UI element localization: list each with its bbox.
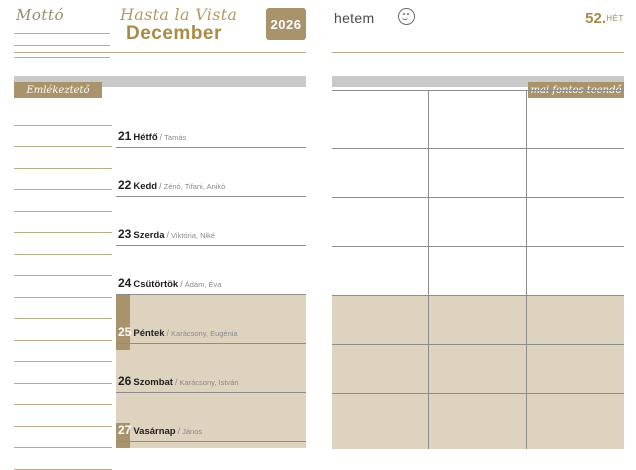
motto-line[interactable] — [14, 22, 110, 34]
day-number: 27 — [118, 423, 132, 437]
day-separator: / — [174, 377, 178, 387]
day-nameday: Tamás — [164, 133, 187, 142]
grid-cell[interactable] — [429, 247, 526, 296]
smiley-face-icon — [398, 8, 415, 25]
day-number: 26 — [118, 374, 132, 388]
note-line[interactable] — [14, 298, 112, 320]
grid-cell[interactable] — [527, 247, 624, 296]
day-separator: / — [166, 230, 170, 240]
week-number: 52. — [585, 10, 606, 27]
note-line[interactable] — [14, 169, 112, 191]
grid-cell[interactable] — [332, 247, 429, 296]
grid-cell[interactable] — [527, 345, 624, 394]
reminder-tab-label: Emlékeztető — [26, 84, 90, 96]
day-nameday: János — [182, 427, 203, 436]
note-line[interactable] — [14, 126, 112, 148]
grid-cell[interactable] — [527, 91, 624, 149]
day-list — [116, 90, 306, 448]
day-row[interactable] — [116, 246, 306, 295]
day-number: 25 — [118, 325, 132, 339]
note-line[interactable] — [14, 233, 112, 255]
day-label — [118, 176, 225, 194]
note-line[interactable] — [14, 104, 112, 126]
day-number: 24 — [118, 276, 132, 290]
day-label — [118, 274, 221, 292]
note-line[interactable] — [14, 255, 112, 277]
todo-tab-label: mai fontos teendő — [530, 84, 622, 96]
motto-line[interactable] — [14, 34, 110, 46]
motto-label: Mottó — [16, 6, 64, 24]
day-row[interactable] — [116, 148, 306, 197]
day-number: 21 — [118, 129, 132, 143]
day-label — [118, 225, 215, 243]
grid-cell[interactable] — [429, 394, 526, 449]
reminder-note-lines[interactable] — [14, 104, 112, 470]
grid-cell[interactable] — [527, 296, 624, 345]
note-line[interactable] — [14, 427, 112, 449]
left-page — [0, 0, 318, 450]
day-weekday: Szombat — [133, 377, 173, 388]
grid-cell[interactable] — [527, 394, 624, 449]
day-label — [118, 323, 238, 341]
note-line[interactable] — [14, 405, 112, 427]
grid-cell[interactable] — [332, 394, 429, 449]
reminder-tab — [14, 82, 102, 98]
day-row[interactable] — [116, 90, 306, 148]
grid-cell[interactable] — [332, 149, 429, 198]
month-title: December — [126, 23, 222, 44]
day-nameday: Viktória, Niké — [171, 231, 216, 240]
grid-cell[interactable] — [429, 198, 526, 247]
day-weekday: Szerda — [133, 230, 165, 241]
day-weekday: Péntek — [133, 328, 165, 339]
day-weekday: Hétfő — [133, 132, 158, 143]
weekly-grid — [332, 90, 624, 448]
day-nameday: Karácsony, Eugénia — [171, 329, 238, 338]
day-number: 23 — [118, 227, 132, 241]
day-row[interactable] — [116, 295, 306, 344]
day-weekday: Csütörtök — [133, 279, 179, 290]
day-nameday: Zénó, Tifani, Anikó — [163, 182, 226, 191]
note-line[interactable] — [14, 384, 112, 406]
grid-cell[interactable] — [429, 91, 526, 149]
day-label — [118, 421, 202, 439]
spread-script-title: Hasta la Vista — [120, 5, 238, 24]
note-line[interactable] — [14, 147, 112, 169]
grid-cell[interactable] — [332, 198, 429, 247]
grid-cell[interactable] — [527, 149, 624, 198]
day-row[interactable] — [116, 344, 306, 393]
day-separator: / — [177, 426, 181, 436]
left-header-divider — [14, 52, 306, 53]
day-separator: / — [159, 132, 163, 142]
note-line[interactable] — [14, 212, 112, 234]
grid-cell[interactable] — [332, 296, 429, 345]
day-label — [118, 127, 186, 145]
day-separator: / — [180, 279, 183, 289]
grid-cell[interactable] — [429, 296, 526, 345]
week-number-suffix: HÉT — [606, 14, 624, 23]
grid-cell[interactable] — [429, 149, 526, 198]
day-label — [118, 372, 239, 390]
day-separator: / — [159, 181, 162, 191]
day-number: 22 — [118, 178, 132, 192]
note-line[interactable] — [14, 190, 112, 212]
day-nameday: Karácsony, István — [179, 378, 239, 387]
grid-cell[interactable] — [429, 345, 526, 394]
week-word-label: hetem — [334, 10, 375, 26]
day-nameday: Ádám, Éva — [184, 280, 222, 289]
grid-cell[interactable] — [527, 198, 624, 247]
day-row[interactable] — [116, 393, 306, 442]
grid-cell[interactable] — [332, 345, 429, 394]
note-line[interactable] — [14, 448, 112, 470]
day-separator: / — [166, 328, 170, 338]
note-line[interactable] — [14, 319, 112, 341]
day-weekday: Kedd — [133, 181, 158, 192]
right-header-divider — [332, 52, 624, 53]
year-badge: 2026 — [266, 8, 306, 40]
day-row[interactable] — [116, 197, 306, 246]
grid-cell[interactable] — [332, 91, 429, 149]
note-line[interactable] — [14, 276, 112, 298]
note-line[interactable] — [14, 362, 112, 384]
day-weekday: Vasárnap — [133, 426, 176, 437]
note-line[interactable] — [14, 341, 112, 363]
